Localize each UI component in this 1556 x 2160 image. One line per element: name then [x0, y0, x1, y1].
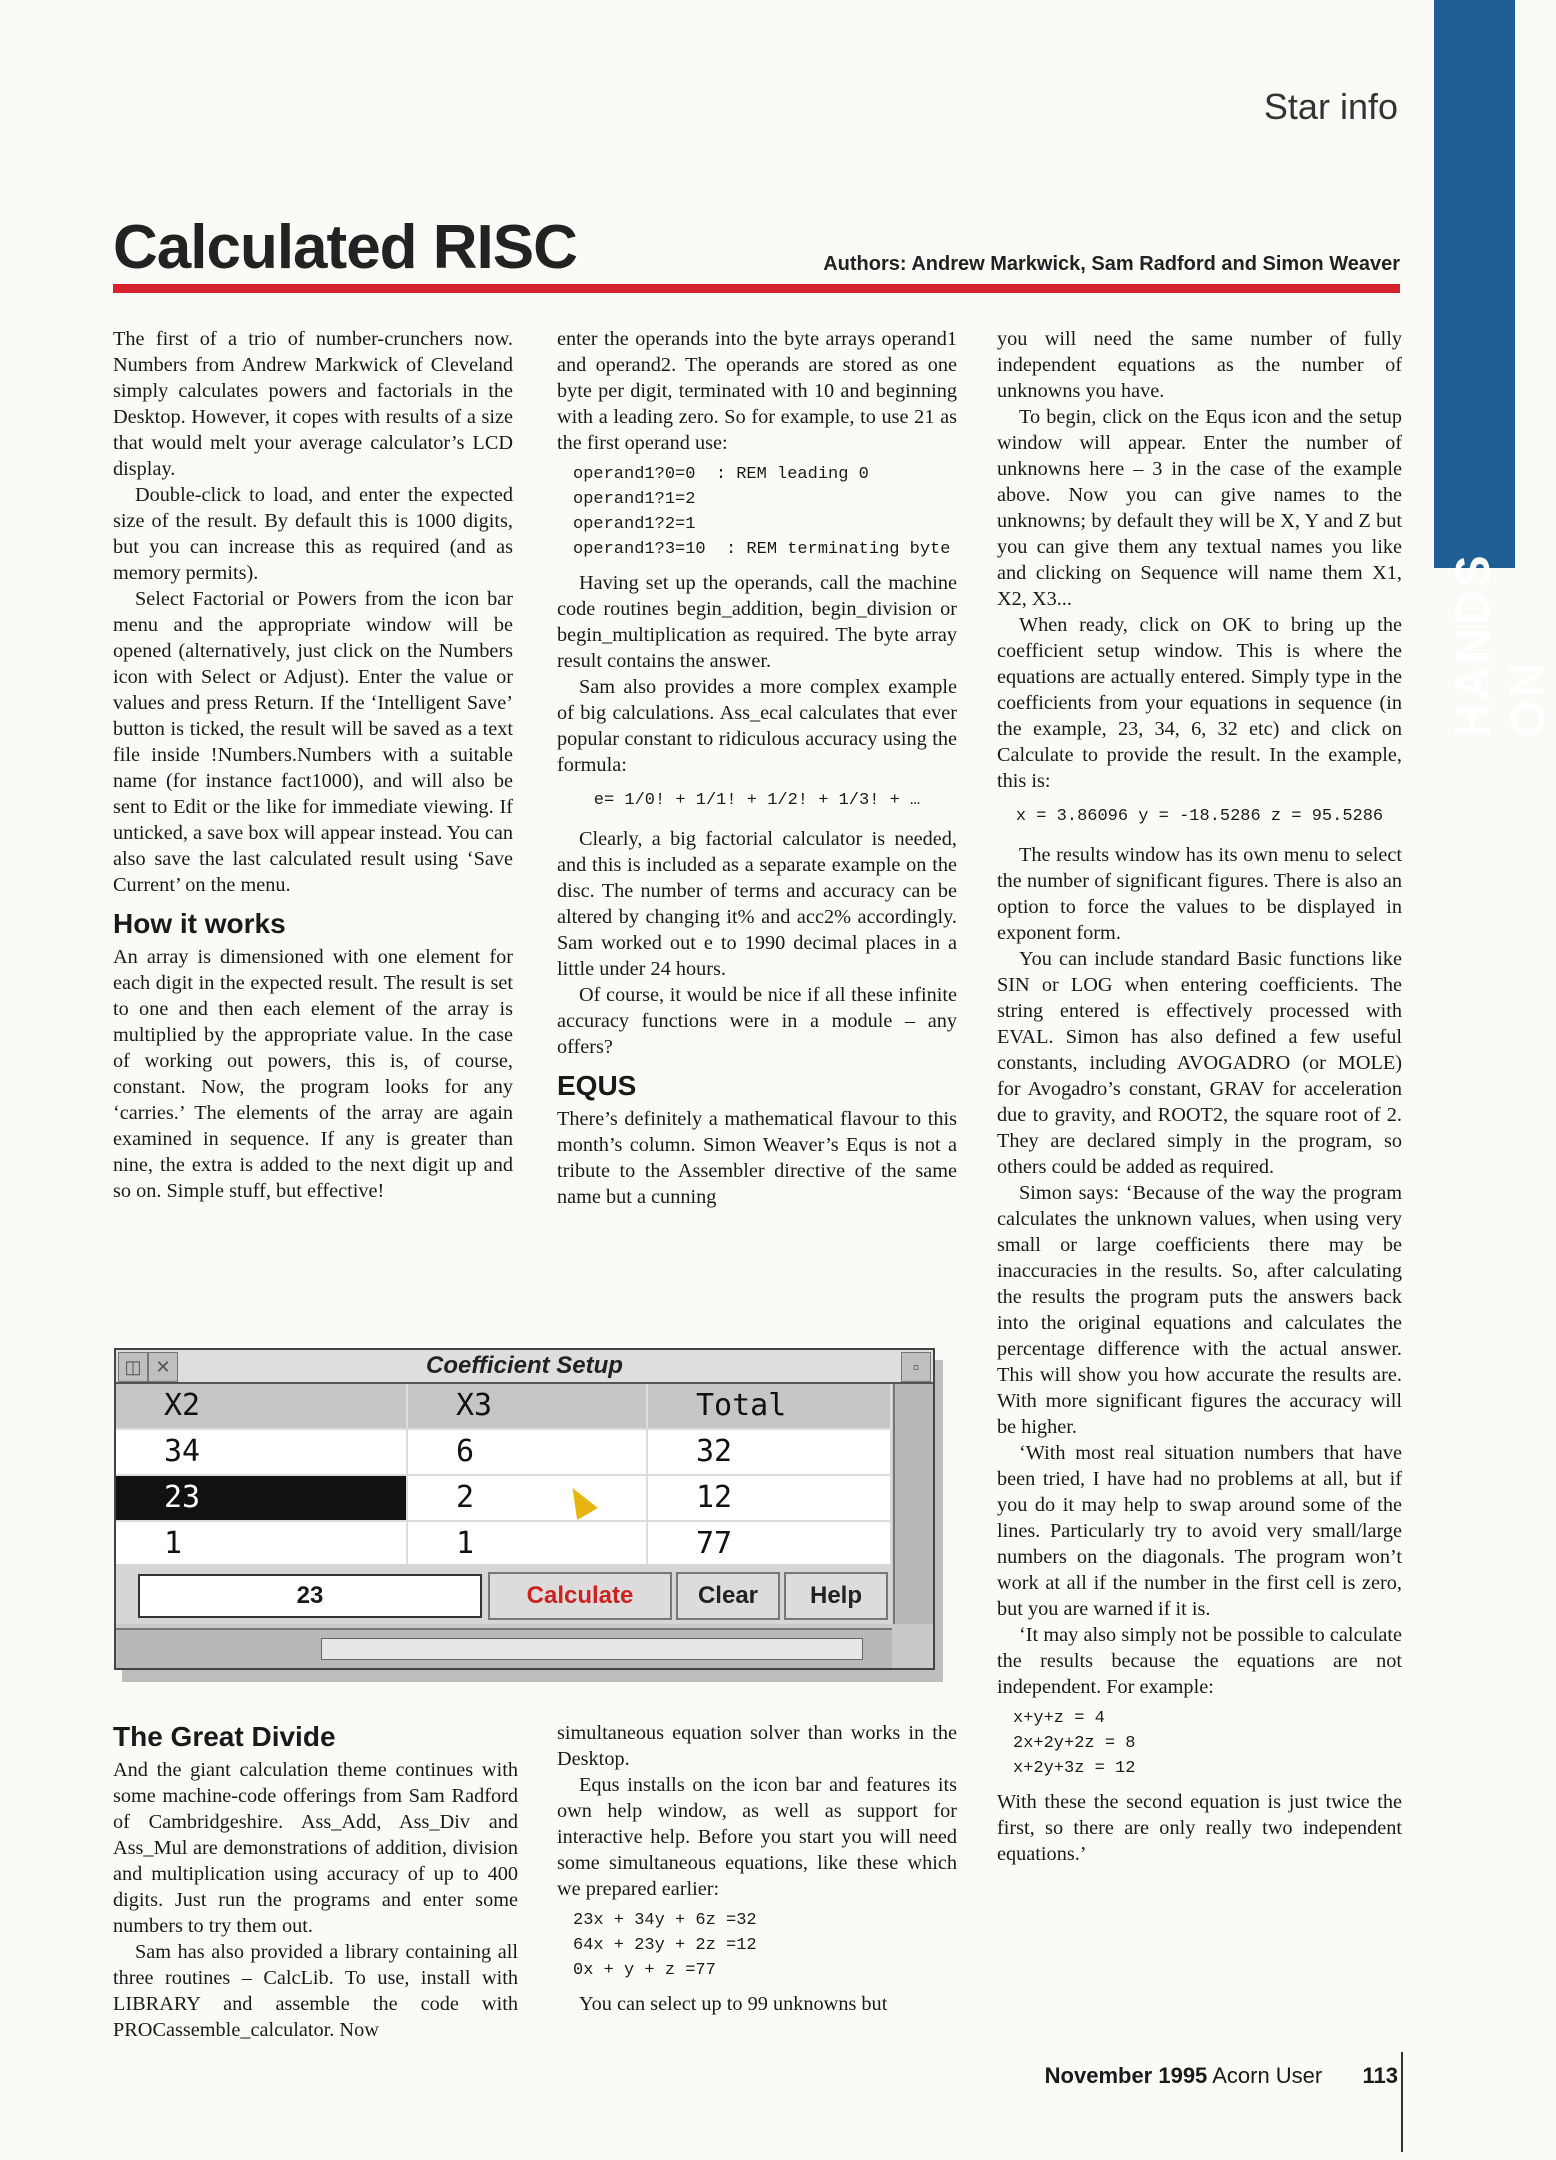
section-tab — [1434, 0, 1555, 738]
grid-row — [116, 1522, 892, 1568]
paragraph: simultaneous equation solver than works in the Desktop. — [557, 1722, 957, 1770]
paragraph: Double-click to load, and enter the expected size of the result. By default this is 1000 digits, but you can increase this as required (and as memory permits). — [113, 484, 513, 584]
coefficient-grid — [116, 1384, 892, 1568]
paragraph: you will need the same number of fully independent equations as the number of unknowns you have. — [997, 328, 1402, 402]
page-number: 113 — [1362, 2063, 1398, 2088]
paragraph: The results window has its own menu to select the number of significant figures. There is also an option to force the values to be displayed in exponent form. — [997, 844, 1402, 944]
grid-row — [116, 1430, 892, 1476]
paragraph: And the giant calculation theme continues with some machine-code offerings from Sam Radford of Cambridgeshire. Ass_Add, Ass_Div and Ass_Mul are demonstrations of addition, division and multiplication using accuracy of up to 400 digits. Just run the programs and enter some numbers to try them out. — [113, 1759, 518, 1937]
magazine-name: Acorn User — [1212, 2063, 1323, 2088]
action-bar — [116, 1564, 892, 1624]
grid-cell[interactable]: 2 — [408, 1476, 648, 1520]
section-tab-label: HANDS ON — [1447, 552, 1555, 738]
paragraph: You can select up to 99 unknowns but — [579, 1993, 888, 2015]
article-authors: Authors: Andrew Markwick, Sam Radford and Simon Weaver — [823, 253, 1400, 275]
close-icon[interactable]: ✕ — [148, 1352, 178, 1382]
paragraph: Select Factorial or Powers from the icon bar menu and the appropriate window will be opened (alternatively, just click on the Numbers icon with Select or Adjust). Enter the value or values and press Return. If the ‘Intelligent Save’ button is ticked, the result will be saved as a text file inside !Numbers.Numbers with a suitable name (for instance fact1000), and will also be sent to Edit or the like for immediate viewing. If unticked, a save box will appear instead. You can also save the last calculated result using ‘Save Current’ on the menu. — [113, 588, 513, 896]
paragraph: Of course, it would be nice if all these infinite accuracy functions were in a module – any offers? — [557, 984, 957, 1058]
paragraph: Sam also provides a more complex example of big calculations. Ass_ecal calculates that ever popular constant to ridiculous accuracy using the formula: — [557, 676, 957, 776]
grid-cell[interactable]: 1 — [116, 1522, 408, 1566]
toggle-size-icon[interactable]: ▫ — [901, 1352, 931, 1382]
paragraph: enter the operands into the byte arrays operand1 and operand2. The operands are stored as one byte per digit, terminated with 10 and beginning with a leading zero. So for example, to use 21 as the first operand use: — [557, 328, 957, 454]
grid-header-cell: Total — [648, 1384, 892, 1428]
title-rule — [113, 284, 1400, 293]
window-title: Coefficient Setup — [116, 1350, 933, 1384]
grid-cell[interactable]: 1 — [408, 1522, 648, 1566]
paragraph: Equs installs on the icon bar and features its own help window, as well as support for interactive help. Before you start you will need some simultaneous equations, like these which we prepared earlier: — [557, 1774, 957, 1900]
grid-cell[interactable]: 32 — [648, 1430, 892, 1474]
result-line: x = 3.86096 y = -18.5286 z = 95.5286 — [1015, 807, 1384, 826]
grid-cell-selected[interactable]: 23 — [116, 1476, 408, 1520]
grid-header-row — [116, 1384, 892, 1430]
page-footer — [1045, 2063, 1398, 2089]
article-title: Calculated RISC — [113, 213, 577, 282]
code-listing: operand1?0=0 : REM leading 0 operand1?1=2 operand1?2=1 operand1?3=10 : REM terminating byte — [573, 465, 951, 559]
paragraph: To begin, click on the Equs icon and the setup window will appear. Enter the number of unknowns here – 3 in the case of the example above. Now you can give names to the unknowns; by default they will be X, Y and Z but you can give them any textual names you like and clicking on Sequence will name them X1, X2, X3... — [997, 406, 1402, 610]
paragraph: Having set up the operands, call the machine code routines begin_addition, begin_division or begin_multiplication as required. The byte array result contains the answer. — [557, 572, 957, 672]
footer-divider — [1401, 2052, 1403, 2152]
column-1 — [113, 326, 513, 1204]
back-icon[interactable]: ◫ — [118, 1352, 148, 1382]
paragraph: There’s definitely a mathematical flavour to this month’s column. Simon Weaver’s Equs is not a tribute to the Assembler directive of the same name but a cunning — [557, 1108, 957, 1208]
column-1-lower — [113, 1711, 518, 2043]
paragraph: You can include standard Basic functions like SIN or LOG when entering coefficients. The string entered is effectively processed with EVAL. Simon has also defined a few useful constants, including AVOGADRO (or MOLE) for Avogadro’s constant, GRAV for acceleration due to gravity, and ROOT2, the square root of 2. They are declared simply in the program, so others could be added as required. — [997, 948, 1402, 1178]
heading-equs: EQUS — [557, 1070, 637, 1101]
grid-cell[interactable]: 6 — [408, 1430, 648, 1474]
help-button[interactable]: Help — [784, 1572, 888, 1620]
grid-header-cell: X2 — [116, 1384, 408, 1428]
heading-how-it-works: How it works — [113, 908, 286, 939]
grid-cell[interactable]: 34 — [116, 1430, 408, 1474]
paragraph: The first of a trio of number-crunchers now. Numbers from Andrew Markwick of Cleveland simply calculates powers and factorials in the Desktop. However, it copes with results of a size that would melt your average calculator’s LCD display. — [113, 328, 513, 480]
paragraph: An array is dimensioned with one element for each digit in the expected result. The result is set to one and then each element of the array is multiplied by the appropriate value. In the case of working out powers, this is, of course, constant. Now, the program looks for any ‘carries.’ The elements of the array are again examined in sequence. If any is greater than nine, the extra is added to the next digit up and so on. Simple stuff, but effective! — [113, 946, 513, 1202]
calculate-button[interactable]: Calculate — [488, 1572, 672, 1620]
paragraph: With these the second equation is just twice the first, so there are only really two independent equations.’ — [997, 1791, 1402, 1865]
paragraph: When ready, click on OK to bring up the coefficient setup window. This is where the equations are actually entered. Simply type in the coefficients from your equations in sequence (in the example, 23, 34, 6, 32 etc) and click on Calculate to provide the result. In the example, this is: — [997, 614, 1402, 792]
value-input[interactable]: 23 — [138, 1574, 482, 1618]
paragraph: Simon says: ‘Because of the way the program calculates the unknown values, when using very small or large coefficients there may be inaccuracies in the results. So, after calculating the results the program puts the answers back into the original equations and calculates the percentage difference with the actual answer. This will show you how accurate the results are. With more significant figures the accuracy will be higher. — [997, 1182, 1402, 1438]
heading-great-divide: The Great Divide — [113, 1721, 336, 1752]
horizontal-scrollbar[interactable] — [116, 1628, 892, 1668]
grid-cell[interactable]: 77 — [648, 1522, 892, 1566]
paragraph: Clearly, a big factorial calculator is needed, and this is included as a separate example on the disc. The number of terms and accuracy can be altered by changing it% and acc2% accordingly. Sam worked out e to 1990 decimal places in a little under 24 hours. — [557, 828, 957, 980]
paragraph: ‘It may also simply not be possible to calculate the results because the equations are not independent. For example: — [997, 1624, 1402, 1698]
coefficient-setup-window — [114, 1348, 935, 1670]
code-listing: 23x + 34y + 6z =32 64x + 23y + 2z =12 0x + y + z =77 — [573, 1911, 757, 1980]
section-name: Star info — [1263, 86, 1398, 127]
horizontal-scroll-thumb[interactable] — [321, 1638, 863, 1660]
code-listing: x+y+z = 4 2x+2y+2z = 8 x+2y+3z = 12 — [1013, 1709, 1136, 1778]
paragraph: Sam has also provided a library containing all three routines – CalcLib. To use, install with LIBRARY and assemble the code with PROCassemble_calculator. Now — [113, 1941, 518, 2041]
vertical-scrollbar[interactable] — [893, 1384, 933, 1624]
grid-row — [116, 1476, 892, 1522]
clear-button[interactable]: Clear — [676, 1572, 780, 1620]
column-2-lower — [557, 1720, 957, 2017]
paragraph: ‘With most real situation numbers that have been tried, I have had no problems at all, but if you do it may help to swap around some of the lines. Particularly try to avoid very small/large numbers on the diagonals. The program won’t work at all if the number in the first cell is zero, but you are warned if it is. — [997, 1442, 1402, 1620]
issue-date: November 1995 — [1044, 2063, 1208, 2088]
formula: e= 1/0! + 1/1! + 1/2! + 1/3! + … — [593, 791, 921, 810]
grid-cell[interactable]: 12 — [648, 1476, 892, 1520]
column-3 — [997, 326, 1402, 1867]
grid-header-cell: X3 — [408, 1384, 648, 1428]
column-2 — [557, 326, 957, 1210]
